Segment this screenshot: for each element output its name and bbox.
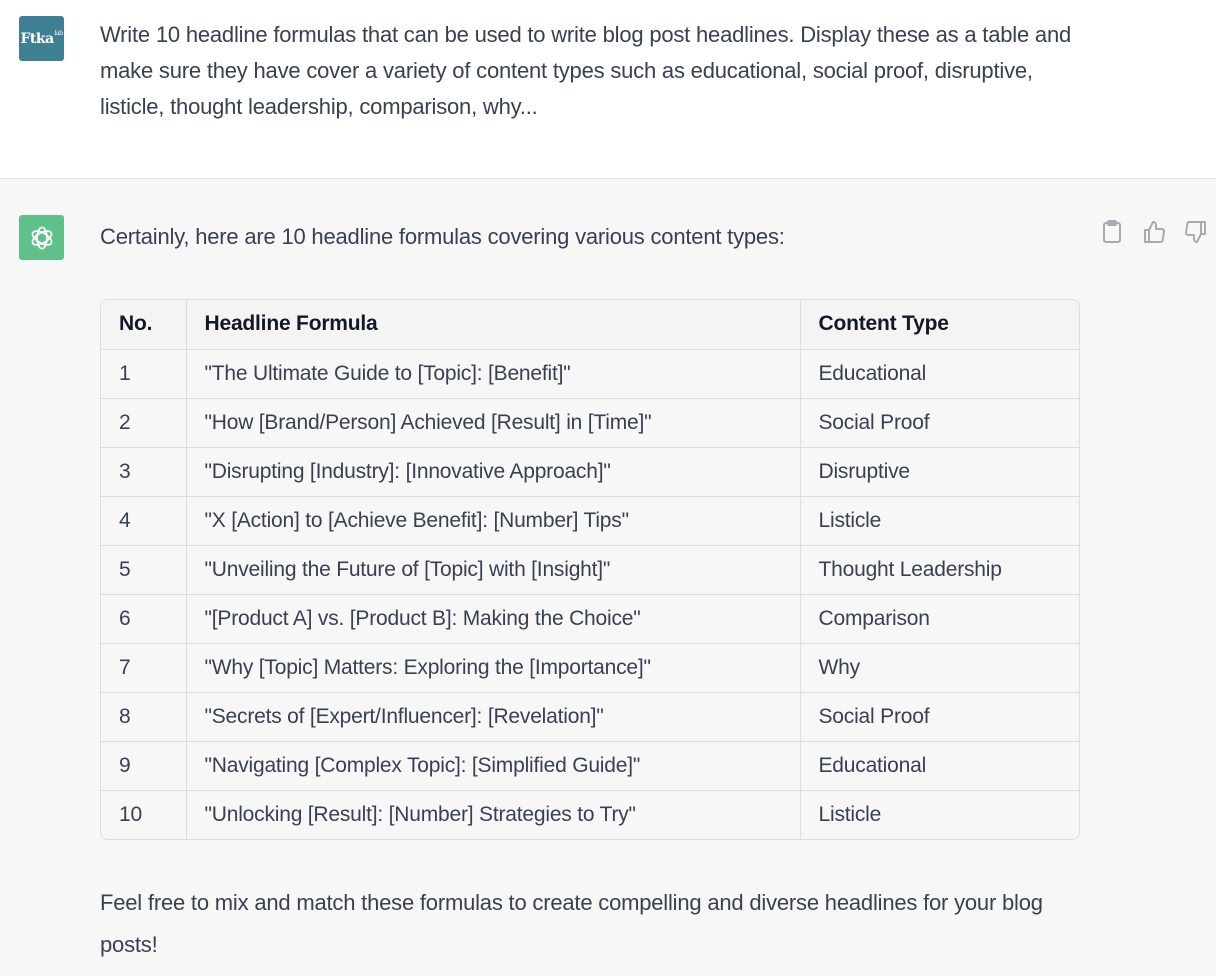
cell-content-type: Listicle	[800, 496, 1079, 545]
table-row	[101, 496, 1079, 545]
thumbs-up-icon	[1142, 220, 1166, 244]
cell-formula: "Why [Topic] Matters: Exploring the [Importance]"	[186, 643, 800, 692]
openai-logo-icon	[27, 223, 57, 253]
header-no: No.	[101, 300, 186, 349]
cell-formula: "Navigating [Complex Topic]: [Simplified Guide]"	[186, 741, 800, 790]
user-avatar	[19, 16, 64, 61]
table-row	[101, 692, 1079, 741]
user-message-text: Write 10 headline formulas that can be used to write blog post headlines. Display these as a table and make sure they have cover a variety of content types such as educational, social proof, disruptive, listicle, thought leadership, comparison, why...	[100, 22, 1072, 119]
user-message	[0, 0, 1216, 179]
copy-button[interactable]	[1100, 220, 1124, 244]
cell-formula: "Unveiling the Future of [Topic] with [Insight]"	[186, 545, 800, 594]
user-avatar-text: Ftka	[20, 30, 54, 47]
thumbs-down-button[interactable]	[1184, 220, 1208, 244]
table-row	[101, 447, 1079, 496]
assistant-intro-text: Certainly, here are 10 headline formulas covering various content types:	[100, 224, 785, 249]
table-row	[101, 398, 1079, 447]
table-row	[101, 741, 1079, 790]
table-row	[101, 349, 1079, 398]
thumbs-down-icon	[1184, 220, 1208, 244]
cell-content-type: Social Proof	[800, 398, 1079, 447]
cell-no: 5	[101, 545, 186, 594]
cell-content-type: Why	[800, 643, 1079, 692]
cell-formula: "Unlocking [Result]: [Number] Strategies to Try"	[186, 790, 800, 839]
cell-no: 9	[101, 741, 186, 790]
cell-formula: "Secrets of [Expert/Influencer]: [Revelation]"	[186, 692, 800, 741]
cell-content-type: Thought Leadership	[800, 545, 1079, 594]
assistant-message	[0, 180, 1216, 976]
cell-content-type: Comparison	[800, 594, 1079, 643]
header-headline-formula: Headline Formula	[186, 300, 800, 349]
cell-no: 3	[101, 447, 186, 496]
clipboard-icon	[1101, 220, 1123, 244]
cell-content-type: Disruptive	[800, 447, 1079, 496]
cell-content-type: Listicle	[818, 802, 882, 826]
cell-content-type: Social Proof	[800, 692, 1079, 741]
assistant-outro-text: Feel free to mix and match these formulas to create compelling and diverse headlines for your blog posts!	[100, 890, 1043, 957]
cell-no: 1	[101, 349, 186, 398]
headline-formulas-table	[100, 299, 1080, 840]
header-content-type: Content Type	[800, 300, 1079, 349]
cell-no: 6	[101, 594, 186, 643]
table-row	[101, 594, 1079, 643]
cell-content-type: Educational	[800, 741, 1079, 790]
assistant-avatar	[19, 215, 64, 260]
cell-no: 10	[101, 790, 186, 839]
cell-formula: "X [Action] to [Achieve Benefit]: [Number] Tips"	[186, 496, 800, 545]
table-header-row	[101, 300, 1079, 349]
cell-formula: "[Product A] vs. [Product B]: Making the Choice"	[186, 594, 800, 643]
table-row	[101, 790, 1079, 839]
cell-no: 2	[101, 398, 186, 447]
table-row	[101, 545, 1079, 594]
user-avatar-sup: lab	[54, 30, 63, 37]
thumbs-up-button[interactable]	[1142, 220, 1166, 244]
cell-formula: "Disrupting [Industry]: [Innovative Approach]"	[186, 447, 800, 496]
cell-content-type: Educational	[800, 349, 1079, 398]
cell-no: 4	[101, 496, 186, 545]
message-actions	[1100, 220, 1208, 244]
table-row	[101, 643, 1079, 692]
cell-formula: "How [Brand/Person] Achieved [Result] in [Time]"	[186, 398, 800, 447]
cell-no: 8	[101, 692, 186, 741]
cell-formula: "The Ultimate Guide to [Topic]: [Benefit]"	[186, 349, 800, 398]
cell-no: 7	[101, 643, 186, 692]
